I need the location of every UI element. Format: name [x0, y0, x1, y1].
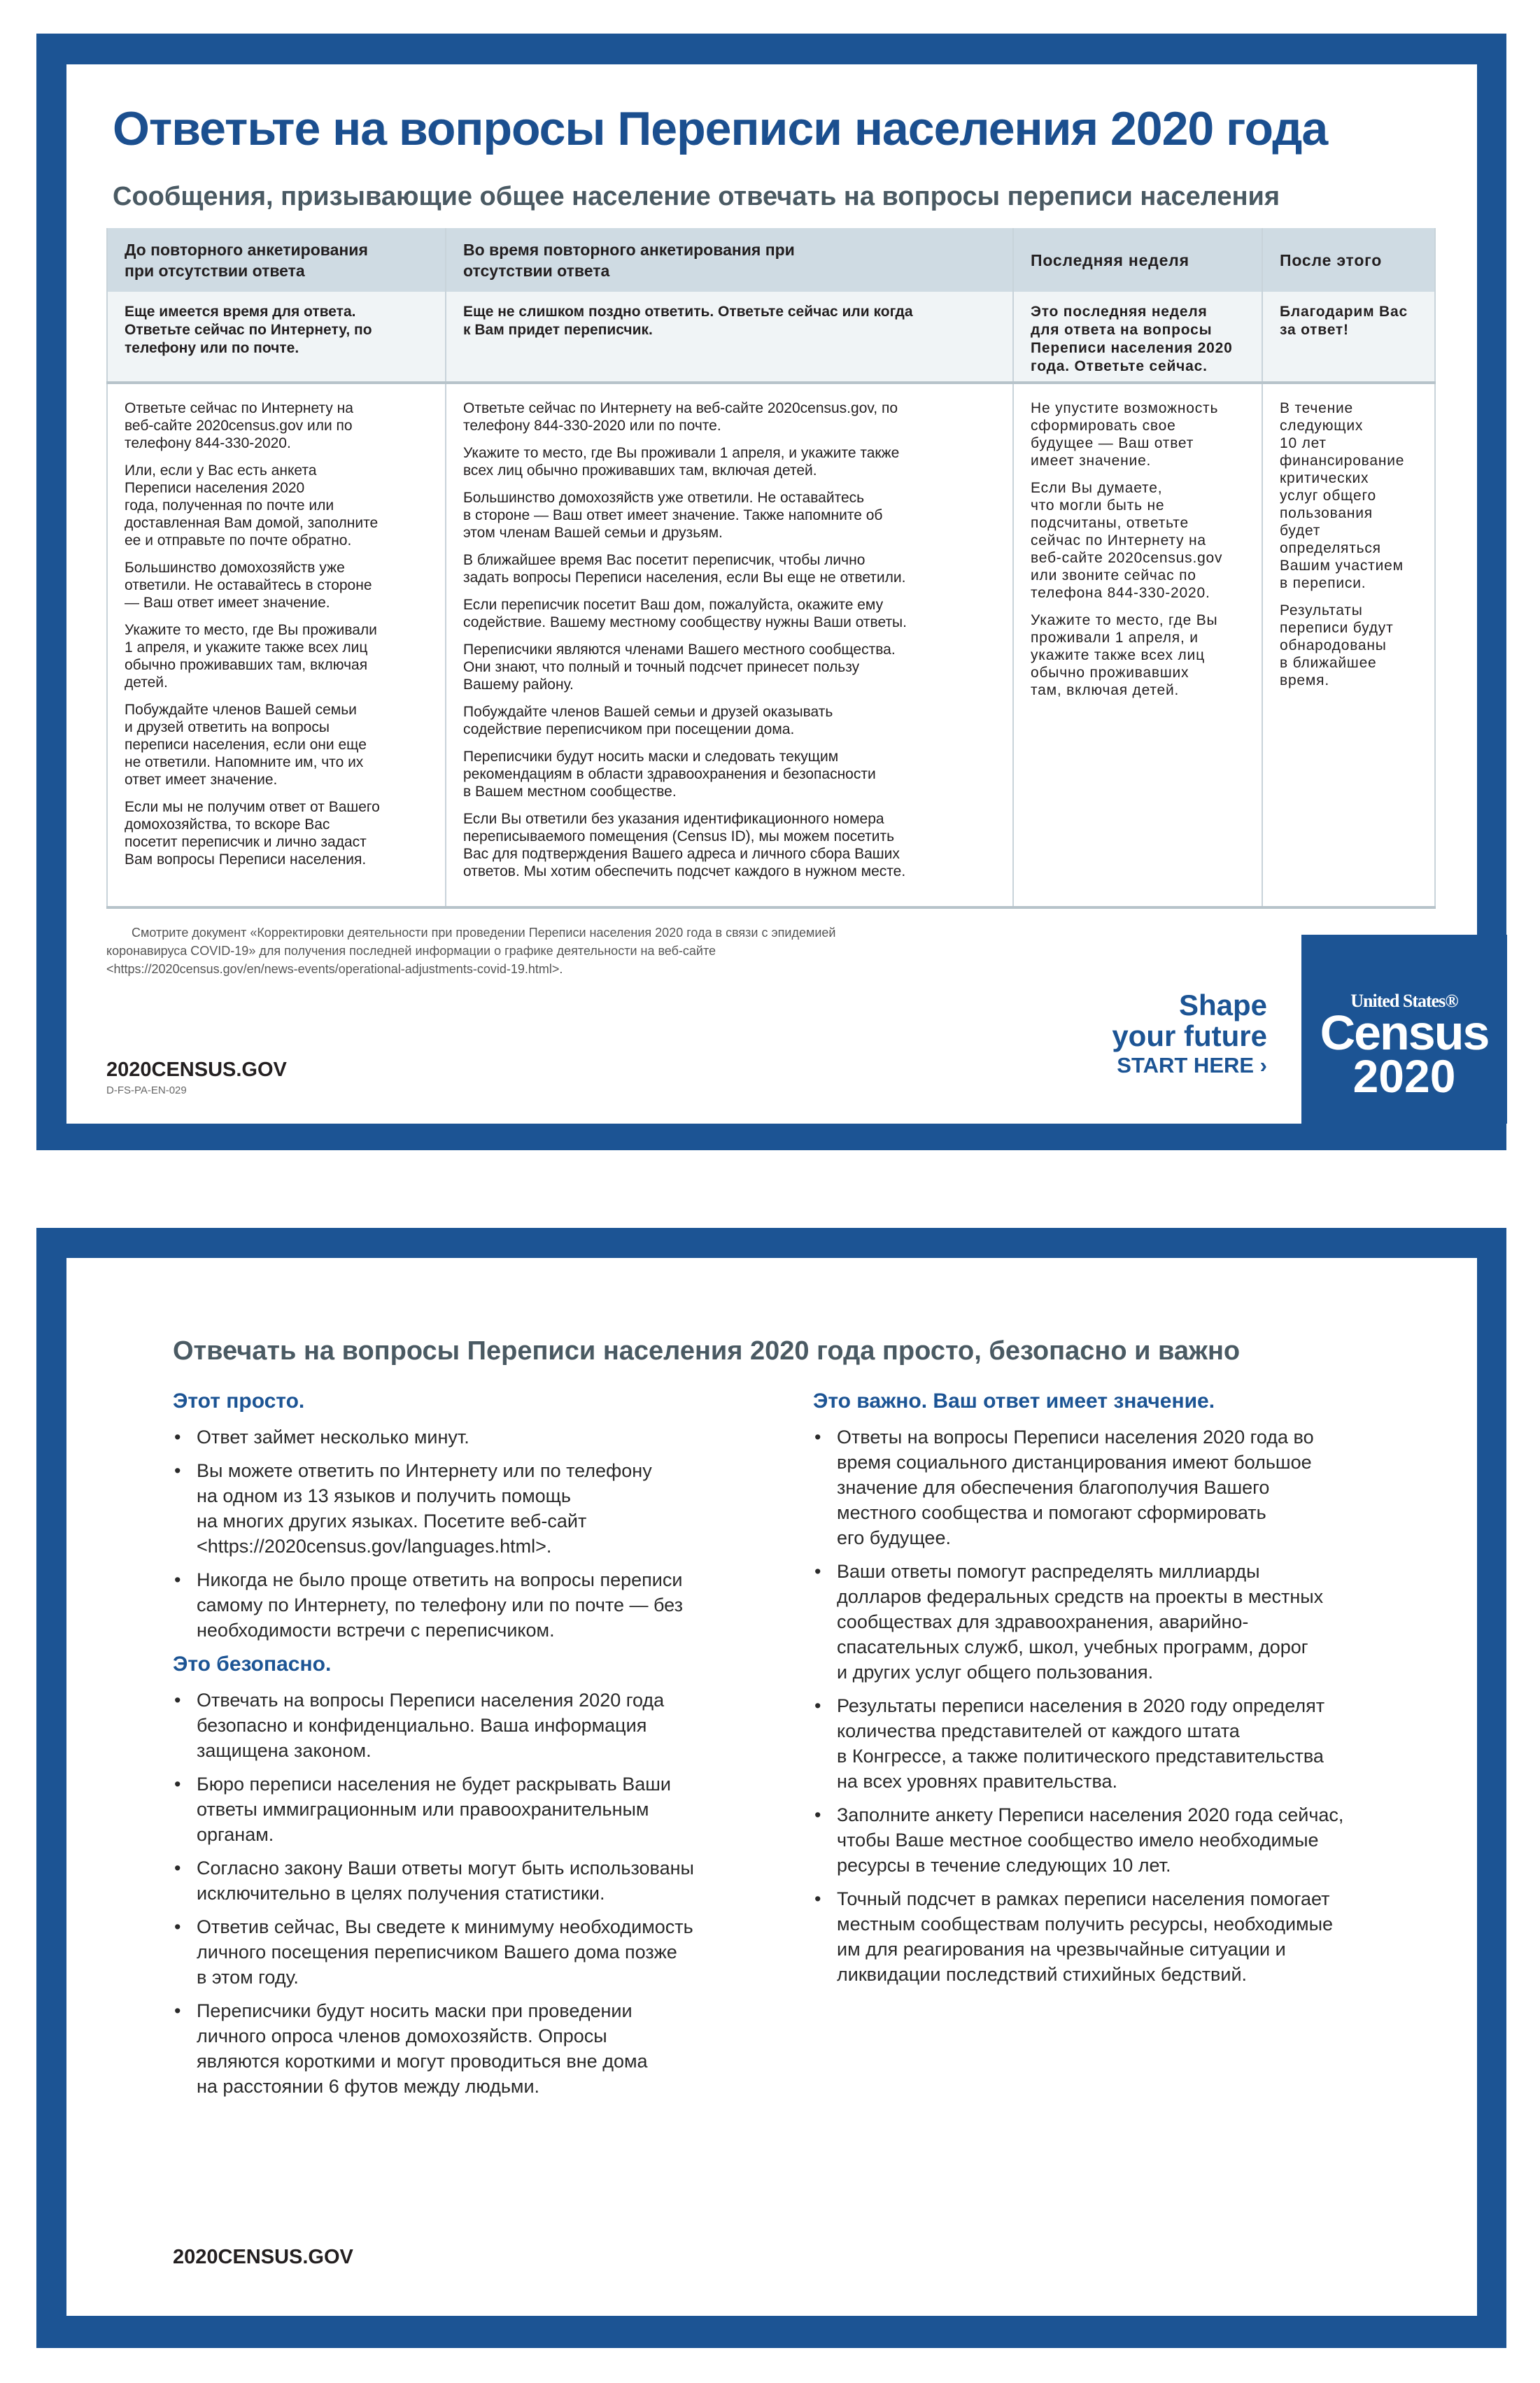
cell-paragraph: Укажите то место, где Вы проживали 1 апреля, и укажите также всех лиц обычно проживавших там, включая детей. — [463, 445, 900, 479]
lead-cell — [1262, 292, 1435, 383]
messaging-table — [106, 228, 1436, 909]
section-heading: Это безопасно. — [173, 1653, 332, 1676]
cell-paragraph: Если переписчик посетит Ваш дом, пожалуйста, окажите ему содействие. Вашему местному сообществу нужны Ваши ответы. — [463, 597, 907, 630]
body-cell — [1262, 383, 1435, 907]
cell-paragraph: Побуждайте членов Вашей семьи и друзей ответить на вопросы переписи населения, если они еще не ответили. Напомните им, что их ответ имеет значение. — [125, 702, 367, 788]
page-2-content — [66, 1258, 1477, 2316]
logo-year: 2020 — [1352, 1050, 1456, 1102]
slogan — [1112, 990, 1267, 1080]
lead-cell — [107, 292, 446, 383]
page-title: Ответьте на вопросы Переписи населения 2020 года — [113, 102, 1328, 155]
cell-paragraph: Ответьте сейчас по Интернету на веб-сайте 2020census.gov или по телефону 844-330-2020. — [125, 400, 353, 451]
cell-paragraph: Или, если у Вас есть анкета Переписи населения 2020 года, полученная по почте или доставленная Вам домой, заполните ее и отправьте по почте обратно. — [125, 462, 379, 549]
website-label[interactable]: 2020CENSUS.GOV — [173, 2246, 353, 2268]
lead-text: Еще имеется время для ответа. Ответьте сейчас по Интернету, по телефону или по почте. — [125, 304, 372, 356]
cell-paragraph: Результаты переписи будут обнародованы в ближайшее время. — [1280, 602, 1394, 688]
cell-paragraph: В течение следующих 10 лет финансирование критических услуг общего пользования будет определяться Вашим участием в переписи. — [1280, 400, 1405, 591]
page-1-content — [66, 64, 1489, 1124]
cell-paragraph: Если Вы ответили без указания идентификационного номера переписываемого помещения (Census ID), мы можем посетить Вас для подтверждения Вашего адреса и личного сбора Ваших ответов. Мы хотим обеспечить подсчет каждого в нужном месте. — [463, 811, 906, 879]
lead-text: Это последняя неделя для ответа на вопросы Переписи населения 2020 года. Ответьте сейчас. — [1031, 304, 1233, 374]
list-item: • Никогда не было проще ответить на вопросы переписи самому по Интернету, по телефону или по почте — без необходимости встречи с переписчиком. — [173, 1567, 789, 1643]
website-label[interactable]: 2020CENSUS.GOV — [106, 1059, 287, 1081]
slogan-line: your future — [1112, 1019, 1267, 1052]
list-item: • Бюро переписи населения не будет раскрывать Ваши ответы иммиграционным или правоохранительным органам. — [173, 1772, 789, 1847]
page-1-frame — [36, 34, 1506, 1150]
list-item: • Ответы на вопросы Переписи населения 2020 года во время социального дистанцирования имеют большое значение для обеспечения благополучия Вашего местного сообщества и помогают сформировать его будущее. — [813, 1424, 1429, 1550]
table-body-row — [107, 383, 1435, 907]
cell-paragraph: Большинство домохозяйств уже ответили. Не оставайтесь в стороне — Ваш ответ имеет значение. — [125, 560, 372, 611]
body-cell — [107, 383, 446, 907]
list-item: • Переписчики будут носить маски при проведении личного опроса членов домохозяйств. Опросы являются короткими и могут проводиться вне дома на расстоянии 6 футов между людьми. — [173, 1998, 789, 2099]
cell-paragraph: Большинство домохозяйств уже ответили. Не оставайтесь в стороне — Ваш ответ имеет значение. Также напомните об этом членам Вашей семьи и друзьям. — [463, 490, 883, 541]
list-item: • Результаты переписи населения в 2020 году определят количества представителей от каждого штата в Конгрессе, а также политического представительства на всех уровнях правительства. — [813, 1693, 1429, 1794]
column-header: Последняя неделя — [1013, 228, 1262, 292]
cell-paragraph: Укажите то место, где Вы проживали 1 апреля, и укажите также всех лиц обычно проживавших там, включая детей. — [1031, 612, 1218, 698]
footnote: Смотрите документ «Корректировки деятельности при проведении Переписи населения 2020 года в связи с эпидемией коронавируса COVID-19» для получения последней информации о графике деятельности на веб-сайте <https://2020census.gov/en/news-events/operational-adjustments-covid-19.html>. — [106, 926, 836, 976]
column-header: Во время повторного анкетирования при отсутствии ответа — [446, 228, 1013, 292]
start-here-link[interactable]: START HERE › — [1117, 1053, 1267, 1077]
page-subtitle: Сообщения, призывающие общее население отвечать на вопросы переписи населения — [113, 182, 1280, 211]
list-item: • Согласно закону Ваши ответы могут быть использованы исключительно в целях получения статистики. — [173, 1855, 789, 1906]
bullet-list — [813, 1424, 1429, 1987]
list-item: • Вы можете ответить по Интернету или по телефону на одном из 13 языков и получить помощь на многих других языках. Посетите веб-сайт <https://2020census.gov/languages.html>. — [173, 1458, 789, 1559]
cell-paragraph: Ответьте сейчас по Интернету на веб-сайте 2020census.gov, по телефону 844-330-2020 или по почте. — [463, 400, 898, 434]
cell-paragraph: Переписчики являются членами Вашего местного сообщества. Они знают, что полный и точный подсчет принесет пользу Вашему району. — [463, 642, 896, 693]
body-cell — [446, 383, 1013, 907]
census-2020-logo — [1301, 935, 1507, 1124]
bullet-list — [173, 1424, 789, 1643]
lead-cell — [1013, 292, 1262, 383]
list-item: • Ответ займет несколько минут. — [173, 1424, 789, 1450]
page-2-title: Отвечать на вопросы Переписи населения 2020 года просто, безопасно и важно — [173, 1336, 1241, 1366]
right-column — [813, 1390, 1429, 1997]
slogan-line: Shape — [1178, 989, 1267, 1021]
bullet-list — [173, 1688, 789, 2099]
left-column — [173, 1390, 789, 2109]
section-heading: Этот просто. — [173, 1390, 305, 1413]
logo-united-states: United States® — [1350, 991, 1458, 1011]
cell-paragraph: Не упустите возможность сформировать свое будущее — Ваш ответ имеет значение. — [1031, 400, 1219, 469]
list-item: • Точный подсчет в рамках переписи населения помогает местным сообществам получить ресурсы, необходимые им для реагирования на чрезвычайные ситуации и ликвидации последствий стихийных бедствий. — [813, 1886, 1429, 1987]
column-header: После этого — [1262, 228, 1435, 292]
cell-paragraph: Побуждайте членов Вашей семьи и друзей оказывать содействие переписчиком при посещении дома. — [463, 704, 833, 737]
list-item: • Заполните анкету Переписи населения 2020 года сейчас, чтобы Ваше местное сообщество имело необходимые ресурсы в течение следующих 10 лет. — [813, 1802, 1429, 1878]
cell-paragraph: В ближайшее время Вас посетит переписчик, чтобы лично задать вопросы Переписи населения, если Вы еще не ответили. — [463, 552, 906, 586]
logo-census: Census — [1320, 1005, 1489, 1060]
body-cell — [1013, 383, 1262, 907]
table-header-row — [107, 228, 1435, 292]
list-item: • Отвечать на вопросы Переписи населения 2020 года безопасно и конфиденциально. Ваша информация защищена законом. — [173, 1688, 789, 1763]
document-code: D-FS-PA-EN-029 — [106, 1084, 187, 1096]
section-heading: Это важно. Ваш ответ имеет значение. — [813, 1390, 1215, 1413]
column-header: До повторного анкетирования при отсутствии ответа — [107, 228, 446, 292]
table-lead-row — [107, 292, 1435, 383]
page-2-frame — [36, 1228, 1506, 2348]
lead-cell — [446, 292, 1013, 383]
cell-paragraph: Переписчики будут носить маски и следовать текущим рекомендациям в области здравоохранения и безопасности в Вашем местном сообществе. — [463, 749, 876, 800]
cell-paragraph: Укажите то место, где Вы проживали 1 апреля, и укажите также всех лиц обычно проживавших там, включая детей. — [125, 622, 377, 691]
lead-text: Еще не слишком поздно ответить. Ответьте сейчас или когда к Вам придет переписчик. — [463, 304, 913, 338]
cell-paragraph: Если Вы думаете, что могли быть не подсчитаны, ответьте сейчас по Интернету на веб-сайте 2020census.gov или звоните сейчас по телефона 844-330-2020. — [1031, 480, 1223, 601]
lead-text: Благодарим Вас за ответ! — [1280, 304, 1408, 338]
cell-paragraph: Если мы не получим ответ от Вашего домохозяйства, то вскоре Вас посетит переписчик и лично задаст Вам вопросы Переписи населения. — [125, 799, 380, 868]
list-item: • Ваши ответы помогут распределять миллиарды долларов федеральных средств на проекты в местных сообществах для здравоохранения, аварийно- спасательных служб, школ, учебных программ, дорог и других услуг общего пользования. — [813, 1559, 1429, 1685]
list-item: • Ответив сейчас, Вы сведете к минимуму необходимость личного посещения переписчиком Вашего дома позже в этом году. — [173, 1914, 789, 1990]
